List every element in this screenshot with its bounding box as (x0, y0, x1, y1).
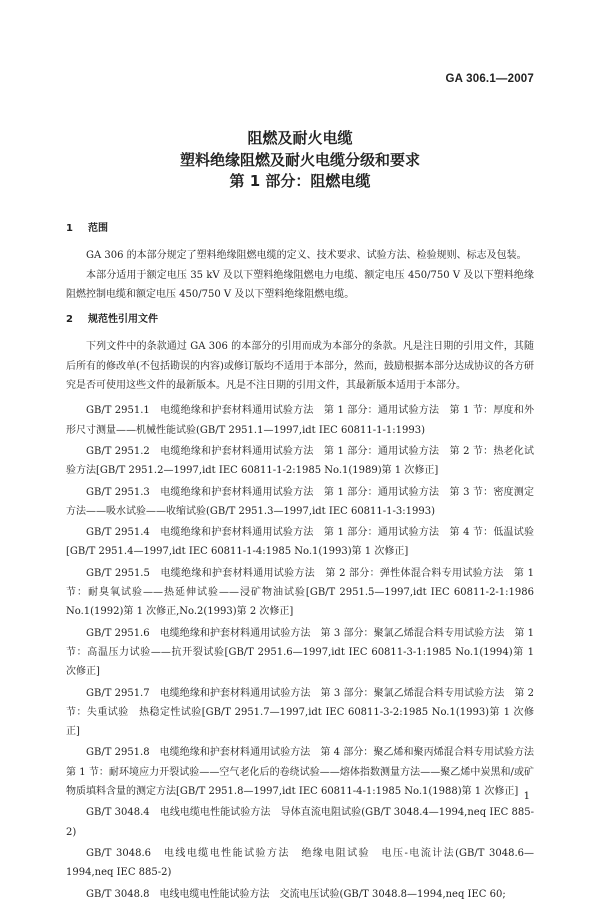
paragraph: 本部分适用于额定电压 35 kV 及以下塑料绝缘阻燃电力电缆、额定电压 450/750 V 及以下塑料绝缘阻燃控制电缆和额定电压 450/750 V 及以下塑料绝缘阻燃电缆。 (66, 269, 534, 300)
reference-entry: GB/T 2951.4 电缆绝缘和护套材料通用试验方法 第 1 部分：通用试验方法 第 4 节：低温试验[GB/T 2951.4—1997,idt IEC 60811-1-4:1985 No.1(1993)第 1 次修正] (66, 527, 534, 558)
reference-entry: GB/T 2951.5 电缆绝缘和护套材料通用试验方法 第 2 部分：弹性体混合料专用试验方法 第 1 节：耐臭氧试验——热延伸试验——浸矿物油试验[GB/T 2951.5—1997,idt IEC 60811-2-1:1986 No.1(1992)第 1 次修正,No.2(1993)第 2 次修正] (66, 567, 534, 618)
reference-entry: GB/T 2951.6 电缆绝缘和护套材料通用试验方法 第 3 部分：聚氯乙烯混合料专用试验方法 第 1 节：高温压力试验——抗开裂试验[GB/T 2951.6—1997,idt IEC 60811-3-1:1985 No.1(1994)第 1 次修正] (66, 627, 534, 678)
reference-entry: GB/T 2951.8 电缆绝缘和护套材料通用试验方法 第 4 部分：聚乙烯和聚丙烯混合料专用试验方法 第 1 节：耐环境应力开裂试验——空气老化后的卷绕试验——熔体指数测量方法——聚乙烯中炭黑和/或矿物质填料含量的测定方法[GB/T 2951.8—1997,idt IEC 60811-4-1:1985 No.1(1988)第 1 次修正] (66, 747, 544, 798)
section-title: 范围 (88, 223, 108, 234)
reference-entry: GB/T 3048.4 电线电缆电性能试验方法 导体直流电阻试验(GB/T 3048.4—1994,neq IEC 885-2) (66, 807, 534, 838)
page-number: 1 (523, 791, 530, 802)
paragraph: 下列文件中的条款通过 GA 306 的本部分的引用而成为本部分的条款。凡是注日期的引用文件，其随后所有的修改单(不包括勘误的内容)或修订版均不适用于本部分，然而，鼓励根据本部分达成协议的各方研究是否可使用这些文件的最新版本。凡是不注日期的引用文件，其最新版本适用于本部分。 (66, 341, 534, 392)
reference-entry: GB/T 3048.6 电线电缆电性能试验方法 绝缘电阻试验 电压-电流计法(GB/T 3048.6—1994,neq IEC 885-2) (66, 847, 534, 879)
reference-entry: GB/T 2951.2 电缆绝缘和护套材料通用试验方法 第 1 部分：通用试验方法 第 2 节：热老化试验方法[GB/T 2951.2—1997,idt IEC 60811-1-2:1985 No.1(1989)第 1 次修正] (66, 445, 534, 477)
document-body (66, 219, 544, 906)
reference-entry: GB/T 3048.8 电线电缆电性能试验方法 交流电压试验(GB/T 3048.8—1994,neq IEC 60; (86, 888, 506, 900)
section-2-heading (66, 310, 534, 329)
title-line-2: 塑料绝缘阻燃及耐火电缆分级和要求 (179, 150, 420, 169)
document-title (0, 128, 600, 193)
document-code: GA 306.1—2007 (445, 73, 534, 85)
reference-entry: GB/T 2951.3 电缆绝缘和护套材料通用试验方法 第 1 部分：通用试验方法 第 3 节：密度测定方法——吸水试验——收缩试验(GB/T 2951.3—1997,idt IEC 60811-1-3:1993) (66, 486, 534, 517)
section-1-heading (66, 219, 534, 238)
reference-entry: GB/T 2951.1 电缆绝缘和护套材料通用试验方法 第 1 部分：通用试验方法 第 1 节：厚度和外形尺寸测量——机械性能试验(GB/T 2951.1—1997,idt IEC 60811-1-1:1993) (66, 405, 534, 436)
section-number: 2 (66, 314, 73, 326)
paragraph: GA 306 的本部分规定了塑料绝缘阻燃电缆的定义、技术要求、试验方法、检验规则、标志及包装。 (86, 250, 527, 262)
title-line-1: 阻燃及耐火电缆 (247, 129, 353, 147)
section-number: 1 (66, 223, 73, 234)
reference-entry: GB/T 2951.7 电缆绝缘和护套材料通用试验方法 第 3 部分：聚氯乙烯混合料专用试验方法 第 2 节：失重试验 热稳定性试验[GB/T 2951.7—1997,idt IEC 60811-3-2:1985 No.1(1993)第 1 次修正] (66, 687, 534, 738)
section-title: 规范性引用文件 (88, 314, 158, 326)
title-line-3: 第 1 部分：阻燃电缆 (229, 172, 371, 190)
